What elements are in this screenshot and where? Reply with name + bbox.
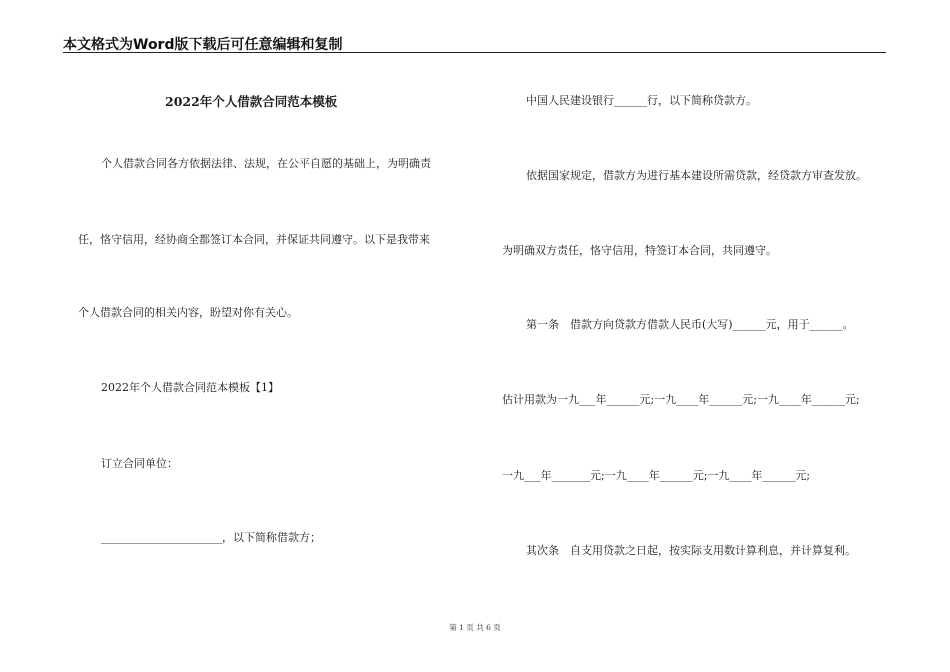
paragraph: 为明确双方责任，恪守信用，特签订本合同，共同遵守。 bbox=[502, 244, 777, 257]
clause: 第一条 借款方向贷款方借款人民币(大写)______元，用于______。 bbox=[526, 318, 854, 331]
header-divider bbox=[63, 52, 886, 53]
paragraph: ______________________，以下简称借款方； bbox=[101, 531, 321, 544]
paragraph: 一九___年_______元;一九____年______元;一九____年______元; bbox=[502, 469, 811, 482]
paragraph: 订立合同单位： bbox=[101, 457, 178, 470]
section-heading: 2022年个人借款合同范本模板【1】 bbox=[101, 381, 279, 394]
clause: 其次条 自支用贷款之日起，按实际支用数计算利息，并计算复利。 bbox=[526, 544, 856, 557]
paragraph: 依据国家规定，借款方为进行基本建设所需贷款，经贷款方审查发放。 bbox=[526, 169, 867, 182]
page-number: 第 1 页 共 6 页 bbox=[449, 623, 501, 632]
paragraph: 个人借款合同的相关内容，盼望对你有关心。 bbox=[78, 306, 298, 319]
paragraph: 估计用款为一九___年______元;一九____年______元;一九____年______元; bbox=[502, 393, 860, 406]
paragraph: 中国人民建设银行______行，以下简称贷款方。 bbox=[526, 94, 757, 107]
document-title: 2022年个人借款合同范本模板 bbox=[165, 94, 338, 109]
paragraph: 任，恪守信用，经协商全都签订本合同，并保证共同遵守。以下是我带来 bbox=[78, 233, 430, 246]
paragraph: 个人借款合同各方依据法律、法规，在公平自愿的基础上，为明确责 bbox=[101, 157, 431, 170]
header-title: 本文格式为Word版下载后可任意编辑和复制 bbox=[63, 37, 343, 53]
